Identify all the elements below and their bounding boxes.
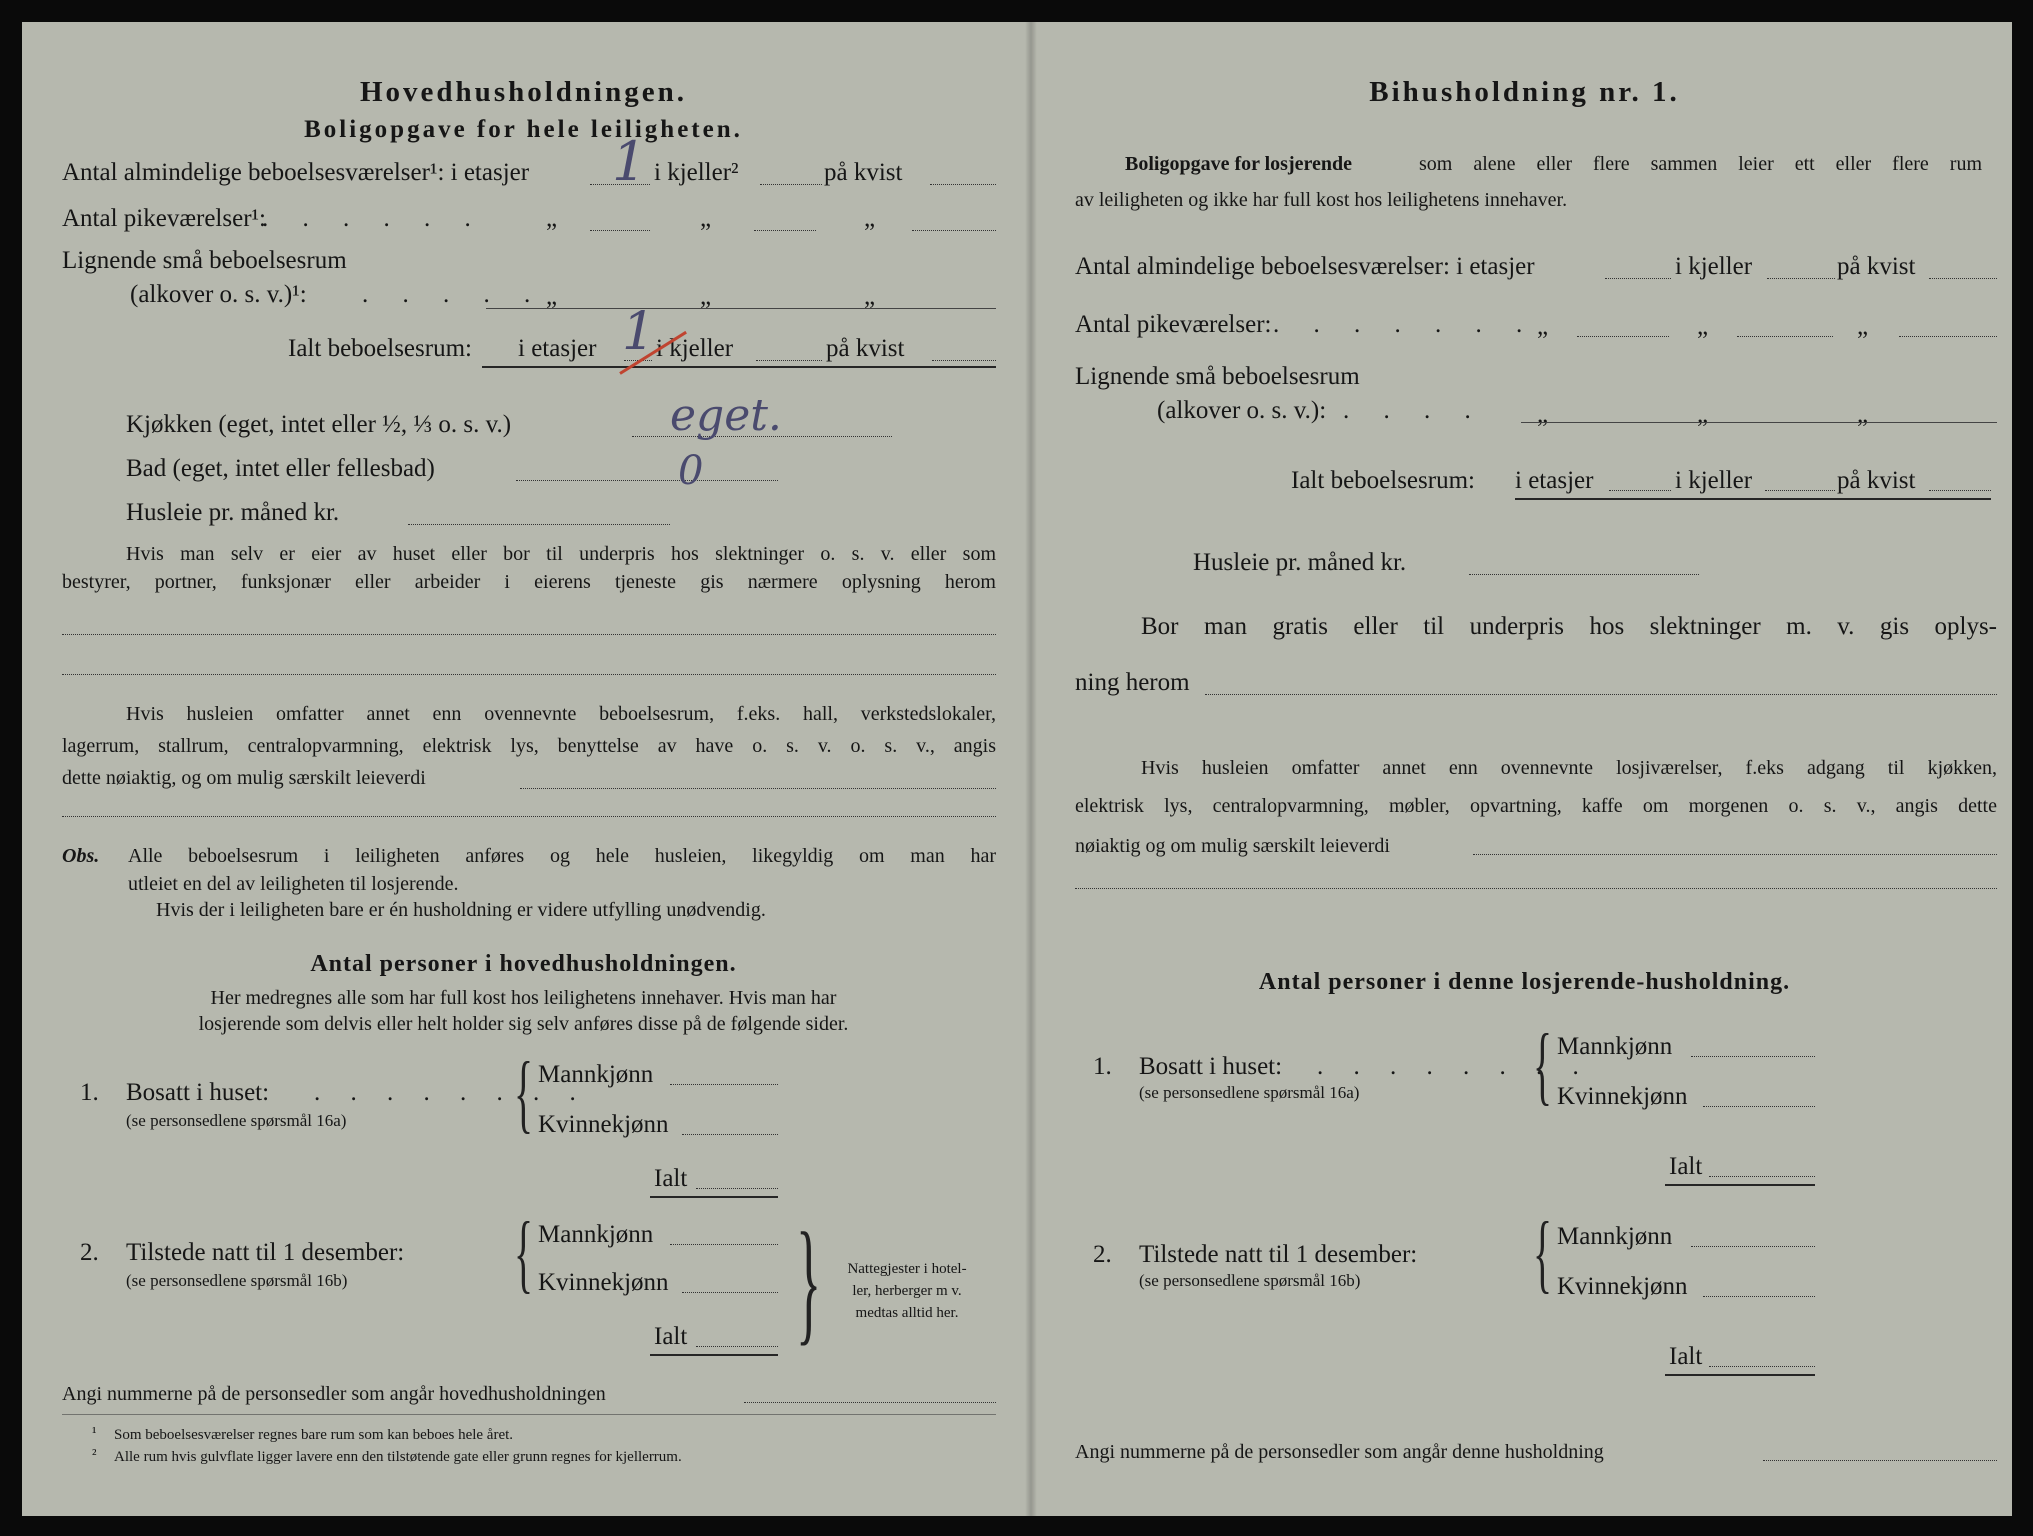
left-row3-fields-line[interactable]: [486, 308, 996, 309]
left-row2-ditto3: „: [864, 205, 876, 232]
right-gratis-line2: ning herom: [1075, 669, 1190, 696]
right-q1-number: 1.: [1093, 1053, 1112, 1080]
left-page: [22, 22, 1025, 1516]
left-nattegjester-line2: ler, herberger m v.: [852, 1283, 962, 1299]
right-q1-mann-field[interactable]: [1691, 1056, 1815, 1057]
right-q1-kvinne-field[interactable]: [1703, 1106, 1815, 1107]
right-q1-ialt-field[interactable]: [1709, 1176, 1815, 1177]
right-row2-kvist-field[interactable]: [1899, 336, 1997, 337]
right-q1-mann-label: Mannkjønn: [1557, 1033, 1673, 1060]
left-q2-closing-brace: }: [796, 1204, 822, 1358]
left-footnote-rule: [62, 1414, 996, 1415]
right-page: [1037, 22, 2012, 1516]
right-row3-ditto3: „: [1857, 401, 1869, 428]
left-row1-kvist-label: på kvist: [824, 159, 903, 186]
left-row2-kjeller-field[interactable]: [754, 230, 816, 231]
right-omfatter-answer-line[interactable]: [1075, 888, 1997, 889]
left-footnote1: Som beboelsesværelser regnes bare rum som kan beboes hele året.: [114, 1427, 514, 1443]
handwritten-bad-value: 0: [678, 448, 704, 494]
left-row2-kvist-field[interactable]: [912, 230, 996, 231]
right-row3-label1: Lignende små beboelsesrum: [1075, 363, 1360, 390]
right-q1-label: Bosatt i huset:: [1139, 1053, 1283, 1080]
right-row1-kvist-label: på kvist: [1837, 253, 1916, 280]
left-ialt-kjeller-label: i kjeller: [656, 335, 734, 362]
left-row1-kjeller-label: i kjeller²: [654, 159, 739, 186]
left-personer-line2: losjerende som delvis eller helt holder sig selv anføres disse på de følgende sider.: [198, 1013, 849, 1035]
census-form-sheet: [22, 22, 2012, 1516]
right-q1-ialt-underline: [1665, 1184, 1815, 1186]
left-q1-ialt-label: Ialt: [654, 1165, 688, 1192]
right-husleie-field[interactable]: [1469, 574, 1699, 575]
right-ialt-kvist-label: på kvist: [1837, 467, 1916, 494]
left-obs-line2: utleiet en del av leiligheten til losjerende.: [128, 873, 459, 895]
right-ialt-etasjer-field[interactable]: [1609, 490, 1671, 491]
left-row1-label: Antal almindelige beboelsesværelser¹: i etasjer: [62, 159, 530, 186]
right-row1-label: Antal almindelige beboelsesværelser: i etasjer: [1075, 253, 1535, 280]
left-q1-label: Bosatt i huset:: [126, 1079, 270, 1106]
left-row1-kjeller-field[interactable]: [760, 184, 822, 185]
right-ialt-underline: [1515, 498, 1991, 500]
left-q1-kvinne-field[interactable]: [682, 1134, 778, 1135]
left-angi-field[interactable]: [744, 1402, 996, 1403]
left-q2-ialt-underline: [650, 1354, 778, 1356]
right-omfatter-field[interactable]: [1473, 854, 1997, 855]
left-ialt-kvist-field[interactable]: [932, 360, 996, 361]
left-ialt-kvist-label: på kvist: [826, 335, 905, 362]
left-row3-ditto2: „: [700, 283, 712, 310]
left-q2-ialt-label: Ialt: [654, 1323, 688, 1350]
left-ialt-underline: [482, 366, 996, 368]
left-row3-leader: . . . . .: [362, 281, 545, 308]
left-husleie-field[interactable]: [408, 524, 670, 525]
right-gratis-field[interactable]: [1205, 694, 1997, 695]
left-ialt-kjeller-field[interactable]: [756, 360, 822, 361]
left-ialt-label: Ialt beboelsesrum:: [288, 335, 472, 362]
right-q1-leader: . . . . . . . .: [1317, 1053, 1591, 1080]
left-footnote2-number: ²: [92, 1447, 97, 1463]
handwritten-kjokken-value: eget.: [670, 390, 782, 441]
right-q1-reference: (se personsedlene spørsmål 16a): [1139, 1083, 1360, 1102]
left-eier-answer-line2[interactable]: [62, 674, 996, 675]
left-obs-line3: Hvis der i leiligheten bare er én husholdning er videre utfylling unødvendig.: [156, 899, 766, 921]
left-obs-label: Obs.: [62, 845, 100, 867]
right-intro-line2: av leiligheten og ikke har full kost hos leilighetens innehaver.: [1075, 189, 1568, 211]
left-q2-kvinne-label: Kvinnekjønn: [538, 1269, 669, 1296]
left-personer-line1: Her medregnes alle som har full kost hos leilighetens innehaver. Hvis man har: [210, 987, 837, 1009]
right-row2-label: Antal pikeværelser:: [1075, 311, 1272, 338]
right-row3-ditto2: „: [1697, 401, 1709, 428]
right-q2-kvinne-field[interactable]: [1703, 1296, 1815, 1297]
left-q1-kvinne-label: Kvinnekjønn: [538, 1111, 669, 1138]
left-q2-mann-field[interactable]: [670, 1244, 778, 1245]
left-eier-line2: bestyrer, portner, funksjonær eller arbeider i eierens tjeneste gis nærmere oplysning herom: [62, 571, 996, 593]
left-omfatter-answer-line[interactable]: [62, 816, 996, 817]
left-nattegjester-line3: medtas alltid her.: [855, 1305, 959, 1321]
left-husleie-label: Husleie pr. måned kr.: [126, 499, 340, 526]
right-page-title: Bihusholdning nr. 1.: [1369, 76, 1680, 108]
right-q2-mann-label: Mannkjønn: [1557, 1223, 1673, 1250]
right-ialt-kjeller-label: i kjeller: [1675, 467, 1753, 494]
left-q1-mann-field[interactable]: [670, 1084, 778, 1085]
right-intro-line1: som alene eller flere sammen leier ett eller flere rum: [1419, 153, 1982, 175]
right-row2-leader: . . . . . . .: [1273, 311, 1537, 338]
right-row1-etasjer-field[interactable]: [1605, 278, 1671, 279]
left-angi-label: Angi nummerne på de personsedler som angår hovedhusholdningen: [62, 1383, 606, 1405]
right-angi-field[interactable]: [1763, 1460, 1997, 1461]
left-row3-label1: Lignende små beboelsesrum: [62, 247, 347, 274]
left-omfatter-line1: Hvis husleien omfatter annet enn ovennevnte beboelsesrum, f.eks. hall, verkstedslokaler,: [126, 703, 996, 725]
handwritten-etasjer-value: 1: [612, 130, 647, 193]
right-row2-etasjer-field[interactable]: [1577, 336, 1669, 337]
left-q1-ialt-underline: [650, 1196, 778, 1198]
left-row2-label: Antal pikeværelser¹:: [62, 205, 266, 232]
left-omfatter-line2: lagerrum, stallrum, centralopvarmning, elektrisk lys, benyttelse av have o. s. v. o. s. v., angis: [62, 735, 996, 757]
right-intro-bold: Boligopgave for losjerende: [1125, 153, 1353, 175]
left-q1-mann-label: Mannkjønn: [538, 1061, 654, 1088]
right-q1-brace: {: [1533, 1017, 1553, 1114]
left-bad-field[interactable]: [516, 480, 778, 481]
left-omfatter-line3: dette nøiaktig, og om mulig særskilt leieverdi: [62, 767, 426, 789]
right-ialt-label: Ialt beboelsesrum:: [1291, 467, 1475, 494]
right-q1-ialt-label: Ialt: [1669, 1153, 1703, 1180]
right-ialt-kvist-field[interactable]: [1929, 490, 1991, 491]
right-ialt-kjeller-field[interactable]: [1765, 490, 1835, 491]
right-ialt-etasjer-label: i etasjer: [1515, 467, 1594, 494]
left-q1-number: 1.: [80, 1079, 99, 1106]
right-row2-ditto2: „: [1697, 313, 1709, 340]
left-ialt-etasjer-label: i etasjer: [518, 335, 597, 362]
right-q2-ialt-field[interactable]: [1709, 1366, 1815, 1367]
left-obs-line1: Alle beboelsesrum i leiligheten anføres og hele husleien, likegyldig om man har: [128, 845, 996, 867]
right-q2-number: 2.: [1093, 1241, 1112, 1268]
right-row2-kjeller-field[interactable]: [1737, 336, 1833, 337]
left-q2-mann-label: Mannkjønn: [538, 1221, 654, 1248]
left-row3-ditto1: „: [546, 283, 558, 310]
right-row3-label2: (alkover o. s. v.):: [1157, 397, 1327, 424]
right-row1-kjeller-label: i kjeller: [1675, 253, 1753, 280]
left-q2-kvinne-field[interactable]: [682, 1292, 778, 1293]
left-row2-ditto1: „: [546, 205, 558, 232]
left-omfatter-field[interactable]: [520, 788, 996, 789]
right-q2-ialt-underline: [1665, 1374, 1815, 1376]
right-husleie-label: Husleie pr. måned kr.: [1193, 549, 1407, 576]
left-row3-ditto3: „: [864, 283, 876, 310]
right-gratis-line1: Bor man gratis eller til underpris hos slektninger m. v. gis oplys-: [1141, 613, 1997, 640]
left-kjokken-label: Kjøkken (eget, intet eller ½, ⅓ o. s. v.): [126, 411, 512, 438]
right-angi-label: Angi nummerne på de personsedler som angår denne husholdning: [1075, 1441, 1604, 1463]
right-q2-ialt-label: Ialt: [1669, 1343, 1703, 1370]
left-personer-title: Antal personer i hovedhusholdningen.: [310, 951, 737, 977]
right-omfatter-line1: Hvis husleien omfatter annet enn ovennevnte losjiværelser, f.eks adgang til kjøkken,: [1141, 757, 1997, 779]
left-row2-leader: . . . . . .: [262, 205, 485, 232]
left-q2-brace: {: [514, 1205, 534, 1302]
left-page-title: Hovedhusholdningen.: [360, 76, 687, 108]
left-q2-ialt-field[interactable]: [696, 1346, 778, 1347]
left-footnote1-number: ¹: [92, 1425, 97, 1441]
left-row2-etasjer-field[interactable]: [590, 230, 650, 231]
right-row2-ditto1: „: [1537, 313, 1549, 340]
right-row1-kjeller-field[interactable]: [1767, 278, 1835, 279]
left-q1-brace: {: [514, 1045, 534, 1142]
right-q2-reference: (se personsedlene spørsmål 16b): [1139, 1271, 1361, 1290]
left-q1-leader: . . . . . . . .: [314, 1079, 588, 1106]
right-q2-brace: {: [1533, 1205, 1553, 1302]
left-q1-ialt-field[interactable]: [696, 1188, 778, 1189]
right-q2-kvinne-label: Kvinnekjønn: [1557, 1273, 1688, 1300]
left-q2-reference: (se personsedlene spørsmål 16b): [126, 1271, 348, 1290]
left-eier-answer-line1[interactable]: [62, 634, 996, 635]
left-row3-label2: (alkover o. s. v.)¹:: [130, 281, 307, 308]
right-row2-ditto3: „: [1857, 313, 1869, 340]
left-row2-ditto2: „: [700, 205, 712, 232]
right-q1-kvinne-label: Kvinnekjønn: [1557, 1083, 1688, 1110]
right-omfatter-line2: elektrisk lys, centralopvarmning, møbler, opvartning, kaffe om morgenen o. s. v., angis dette: [1075, 795, 1997, 817]
right-row3-ditto1: „: [1537, 401, 1549, 428]
right-q2-mann-field[interactable]: [1691, 1246, 1815, 1247]
right-omfatter-line3: nøiaktig og om mulig særskilt leieverdi: [1075, 835, 1390, 857]
right-row3-fields-line[interactable]: [1521, 422, 1997, 423]
left-q2-label: Tilstede natt til 1 desember:: [126, 1239, 405, 1266]
left-bad-label: Bad (eget, intet eller fellesbad): [126, 455, 435, 482]
left-footnote2: Alle rum hvis gulvflate ligger lavere enn den tilstøtende gate eller grunn regnes for kjellerrum.: [114, 1449, 682, 1465]
handwritten-ialt-etasjer-value: 1: [622, 302, 656, 362]
left-q1-reference: (se personsedlene spørsmål 16a): [126, 1111, 347, 1130]
left-row1-kvist-field[interactable]: [930, 184, 996, 185]
left-nattegjester-line1: Nattegjester i hotel-: [847, 1261, 967, 1277]
right-row1-kvist-field[interactable]: [1929, 278, 1997, 279]
left-eier-line1: Hvis man selv er eier av huset eller bor til underpris hos slektninger o. s. v. eller som: [126, 543, 996, 565]
right-personer-title: Antal personer i denne losjerende-husholdning.: [1258, 969, 1791, 995]
left-page-subtitle: Boligopgave for hele leiligheten.: [304, 116, 743, 143]
right-q2-label: Tilstede natt til 1 desember:: [1139, 1241, 1418, 1268]
right-row3-leader: . . . .: [1343, 397, 1485, 424]
left-q2-number: 2.: [80, 1239, 99, 1266]
